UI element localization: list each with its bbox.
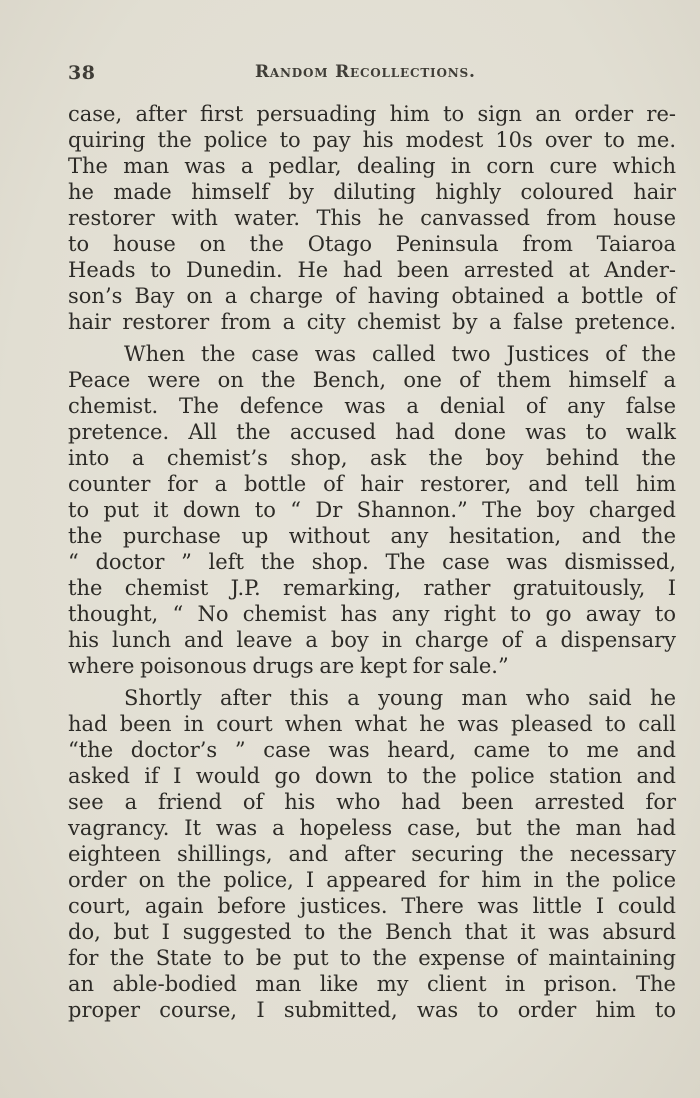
page-number: 38 bbox=[68, 62, 96, 84]
text-line: hair restorer from a city chemist by a false pretence. bbox=[68, 310, 676, 334]
text-line: the chemist J.P. remarking, rather gratuitously, I bbox=[68, 576, 676, 600]
text-line: restorer with water. This he canvassed from house bbox=[68, 206, 676, 230]
text-line: do, but I suggested to the Bench that it was absurd bbox=[68, 920, 676, 944]
text-line: son’s Bay on a charge of having obtained a bottle of bbox=[68, 284, 676, 308]
text-line: order on the police, I appeared for him in the police bbox=[68, 868, 676, 892]
text-line: vagrancy. It was a hopeless case, but the man had bbox=[68, 816, 676, 840]
text-line: “ doctor ” left the shop. The case was dismissed, bbox=[68, 550, 676, 574]
running-title: Random Recollections. bbox=[255, 62, 476, 82]
text-line: an able-bodied man like my client in prison. The bbox=[68, 972, 676, 996]
paragraph-1 bbox=[68, 101, 676, 335]
text-line: quiring the police to pay his modest 10s over to me. bbox=[68, 128, 676, 152]
text-line: counter for a bottle of hair restorer, and tell him bbox=[68, 472, 676, 496]
text-line: asked if I would go down to the police station and bbox=[68, 764, 676, 788]
text-line: where poisonous drugs are kept for sale.” bbox=[68, 654, 509, 678]
text-line: proper course, I submitted, was to order him to bbox=[68, 998, 676, 1022]
text-line: When the case was called two Justices of the bbox=[124, 342, 676, 366]
text-line: into a chemist’s shop, ask the boy behind the bbox=[68, 446, 676, 470]
text-line: court, again before justices. There was little I could bbox=[68, 894, 676, 918]
text-line: “the doctor’s ” case was heard, came to me and bbox=[68, 738, 676, 762]
paragraph-2 bbox=[68, 341, 676, 679]
text-line: Shortly after this a young man who said he bbox=[124, 686, 676, 710]
text-line: chemist. The defence was a denial of any false bbox=[68, 394, 676, 418]
paragraph-3 bbox=[68, 685, 676, 1023]
text-line: thought, “ No chemist has any right to go away to bbox=[68, 602, 676, 626]
text-line: eighteen shillings, and after securing the necessary bbox=[68, 842, 676, 866]
text-line: had been in court when what he was pleased to call bbox=[68, 712, 676, 736]
text-line: see a friend of his who had been arrested for bbox=[68, 790, 676, 814]
text-line: Peace were on the Bench, one of them himself a bbox=[68, 368, 676, 392]
text-line: case, after first persuading him to sign an order re- bbox=[68, 102, 676, 126]
text-line: Heads to Dunedin. He had been arrested at Ander- bbox=[68, 258, 676, 282]
text-line: pretence. All the accused had done was to walk bbox=[68, 420, 676, 444]
text-line: his lunch and leave a boy in charge of a dispensary bbox=[68, 628, 676, 652]
text-line: he made himself by diluting highly coloured hair bbox=[68, 180, 676, 204]
body-text bbox=[68, 101, 676, 1023]
text-line: The man was a pedlar, dealing in corn cure which bbox=[68, 154, 676, 178]
text-line: the purchase up without any hesitation, and the bbox=[68, 524, 676, 548]
text-line: to put it down to “ Dr Shannon.” The boy charged bbox=[68, 498, 676, 522]
text-line: to house on the Otago Peninsula from Taiaroa bbox=[68, 232, 676, 256]
text-line: for the State to be put to the expense of maintaining bbox=[68, 946, 676, 970]
page-header bbox=[68, 62, 676, 88]
